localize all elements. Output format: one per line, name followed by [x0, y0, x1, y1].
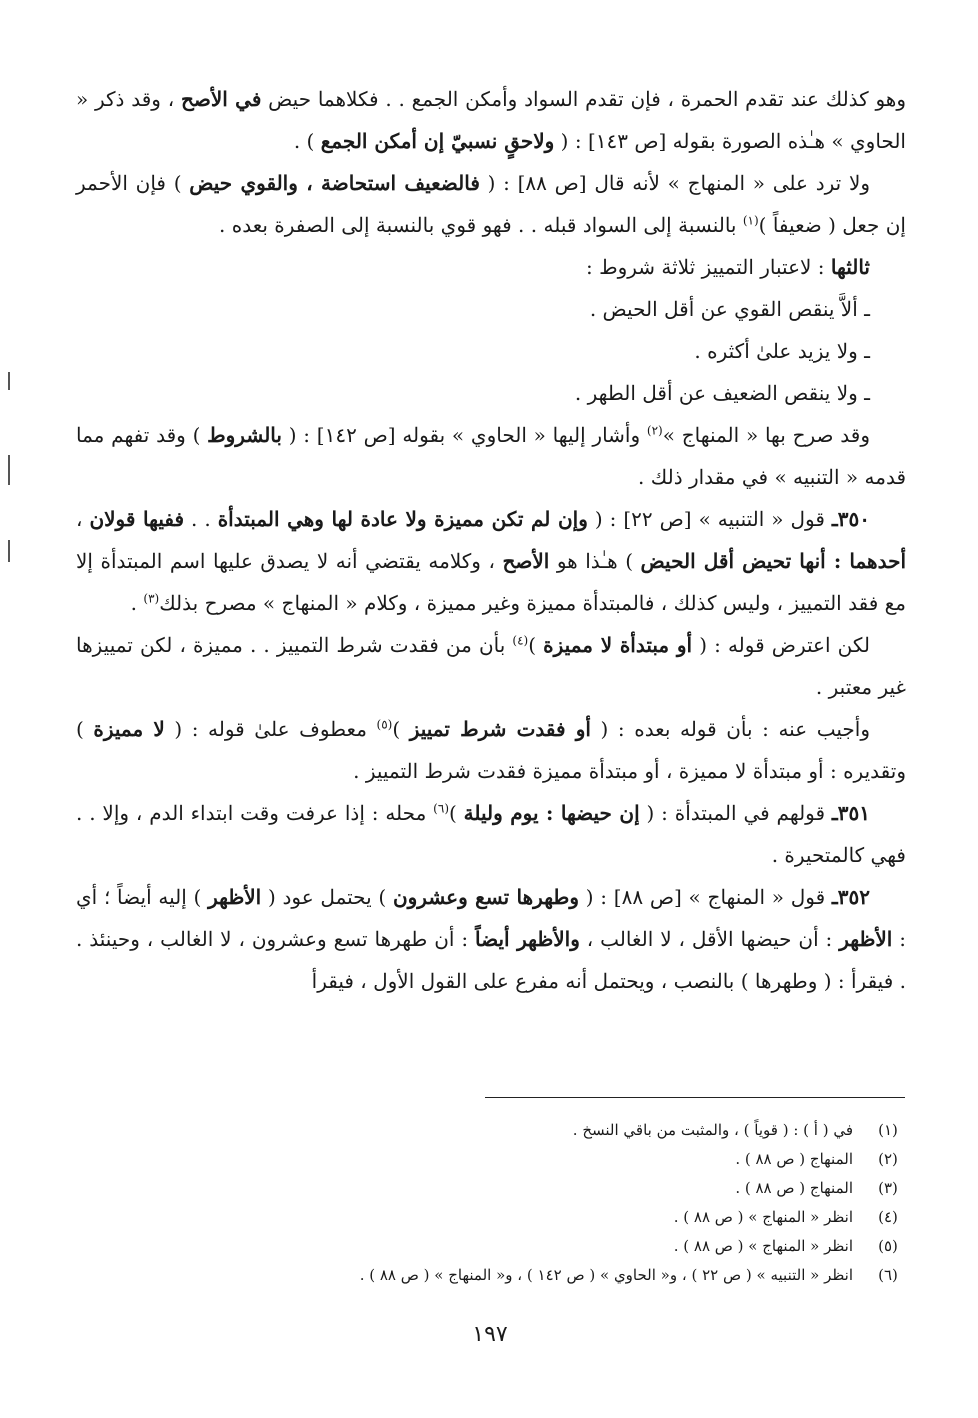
text: ) وقد تفهم مما قدمه « التنبيه » في مقدار ذلك .	[76, 423, 906, 489]
footnote	[300, 1232, 905, 1261]
conditions-list	[76, 288, 906, 414]
bold-text: إن حيضها : يوم وليلة	[463, 801, 640, 825]
footnote-ref: (٣)	[143, 591, 160, 606]
text: )	[449, 801, 464, 825]
text: وهو كذلك عند تقدم الحمرة ، فإن تقدم السواد وأمكن الجمع . . فكلاهما حيض	[261, 87, 906, 111]
text: بأن من فقدت شرط التمييز . . مميزة ، لكن تمييزها غير معتبر .	[76, 633, 906, 699]
text: وأشار إليها « الحاوي » بقوله [ص ١٤٢] : (	[281, 423, 647, 447]
text: ) يحتمل عود (	[261, 885, 393, 909]
paragraph-6	[76, 624, 906, 708]
bold-text: أو فقدت شرط تمييز	[409, 717, 591, 741]
bold-text: ولاحقٍ نسبيّ إن أمكن الجمع	[320, 129, 555, 153]
footnote-number: (١)	[878, 1121, 898, 1139]
bold-text: الأظهر	[208, 885, 262, 909]
page-body	[76, 78, 906, 1002]
footnote-ref: (٢)	[646, 423, 663, 438]
scan-margin-mark	[8, 372, 10, 390]
text: ) هـٰذا هو	[549, 549, 641, 573]
text: ،	[76, 507, 90, 531]
footnote-number: (٢)	[878, 1150, 898, 1168]
text: معطوف علىٰ قوله : (	[164, 717, 377, 741]
text: قول « التنبيه » [ص ٢٢] : (	[587, 507, 832, 531]
paragraph-7	[76, 708, 906, 792]
text: . .	[184, 507, 218, 531]
text: ) إليه أيضاً ؛ أي :	[76, 885, 906, 951]
footnote-ref: (٤)	[512, 633, 529, 648]
section-number: ٣٥١ـ	[831, 801, 871, 825]
footnote-ref: (٥)	[376, 717, 393, 732]
footnote	[300, 1174, 905, 1203]
section-number: ٣٥٠ـ	[831, 507, 870, 531]
text: : لاعتبار التمييز ثلاثة شروط :	[586, 255, 831, 279]
scan-margin-mark	[8, 540, 10, 562]
bold-text: وطهرها تسع وعشرون	[392, 885, 579, 909]
text: ولا ترد على « المنهاج » لأنه قال [ص ٨٨] : (	[479, 171, 871, 195]
paragraph-8	[76, 792, 906, 876]
text: وقد صرح بها « المنهاج »	[662, 423, 871, 447]
text: ، وكلامه يقتضي أنه لا يصدق عليها اسم المبتدأة إلا مع فقد التمييز ، وليس كذلك ، فالمبتدأة مميزة وغير مميزة ، وكلام « المنهاج » مصرح بذلك	[76, 549, 906, 615]
bold-text: وإن لم تكن مميزة ولا عادة لها وهي المبتدأة	[217, 507, 588, 531]
scan-margin-mark	[8, 455, 10, 485]
footnote-divider	[485, 1097, 905, 1098]
bold-text: فالضعيف استحاضة ، والقوي حيض	[189, 171, 480, 195]
bold-text: والأظهر أيضاً	[475, 927, 580, 951]
paragraph-3	[76, 246, 906, 288]
bold-text: بالشروط	[207, 423, 282, 447]
section-number: ٣٥٢ـ	[831, 885, 870, 909]
footnote-number: (٣)	[878, 1179, 898, 1197]
footnote	[300, 1145, 905, 1174]
paragraph-1	[76, 78, 906, 162]
footnote	[300, 1261, 905, 1290]
paragraph-2	[76, 162, 906, 246]
footnote-text: المنهاج ( ص ٨٨ ) .	[735, 1179, 853, 1197]
text: محله : إذا عرفت وقت ابتداء الدم ، وإلا . . فهي كالمتحيرة .	[76, 801, 906, 867]
footnote-text: في ( أ ) : ( قوياً ) ، والمثبت من باقي النسخ .	[572, 1121, 853, 1139]
text: قولهم في المبتدأة : (	[639, 801, 832, 825]
bold-text: ثالثها	[830, 255, 870, 279]
footnote-text: انظر « التنبيه » ( ص ٢٢ ) ، و« الحاوي » ( ص ١٤٢ ) ، و« المنهاج » ( ص ٨٨ ) .	[359, 1266, 853, 1284]
paragraph-5	[76, 498, 906, 624]
text: بالنسبة إلى السواد قبله . . فهو قوي بالنسبة إلى الصفرة بعده .	[219, 213, 743, 237]
footnote-text: انظر « المنهاج » ( ص ٨٨ ) .	[673, 1208, 853, 1226]
text: ) وتقديره : أو مبتدأة لا مميزة ، أو مبتدأة مميزة فقدت شرط التمييز .	[76, 717, 906, 783]
bold-text: لا مميزة	[93, 717, 165, 741]
bold-text: أحدهما : أنها تحيض أقل الحيض	[640, 549, 906, 573]
text: .	[130, 591, 144, 615]
footnote-number: (٦)	[878, 1266, 898, 1284]
list-item: ـ ألاَّ ينقص القوي عن أقل الحيض .	[589, 297, 870, 321]
footnote	[300, 1116, 905, 1145]
paragraph-9	[76, 876, 906, 1002]
text: ، وقد ذكر « الحاوي » هـٰذه الصورة بقوله [ص ١٤٣] : (	[76, 87, 906, 153]
text: : أن طهرها تسع وعشرون ، لا الغالب ، وحينئذ . . فيقرأ : ( وطهرها ) بالنصب ، ويحتمل أنه مفرع على القول الأول ، فيقرأ	[76, 927, 906, 993]
footnotes	[300, 1116, 905, 1290]
text: وأجيب عنه : بأن قوله بعده : (	[590, 717, 870, 741]
footnote-text: المنهاج ( ص ٨٨ ) .	[735, 1150, 853, 1168]
text: : أن حيضها الأقل ، لا الغالب ،	[579, 927, 840, 951]
bold-text: الأصح	[502, 549, 550, 573]
text: ) فإن الأحمر إن جعل ( ضعيفاً )	[76, 171, 906, 237]
footnote-ref: (١)	[742, 213, 759, 228]
footnote-ref: (٦)	[433, 801, 449, 816]
footnote	[300, 1203, 905, 1232]
list-item: ـ ولا ينقص الضعيف عن أقل الطهر .	[574, 381, 870, 405]
paragraph-4	[76, 414, 906, 498]
text: لكن اعترض قوله : (	[692, 633, 870, 657]
bold-text: أو مبتدأة لا مميزة	[543, 633, 693, 657]
footnote-text: انظر « المنهاج » ( ص ٨٨ ) .	[673, 1237, 853, 1255]
bold-text: الأظهر	[839, 927, 893, 951]
footnote-number: (٤)	[878, 1208, 898, 1226]
bold-text: في الأصح	[180, 87, 262, 111]
text: )	[528, 633, 544, 657]
text: ) .	[293, 129, 321, 153]
page-number: ١٩٧	[472, 1322, 508, 1347]
list-item: ـ ولا يزيد علىٰ أكثره .	[694, 339, 870, 363]
text: قول « المنهاج » [ص ٨٨] : (	[579, 885, 832, 909]
footnote-number: (٥)	[878, 1237, 898, 1255]
text: )	[392, 717, 410, 741]
bold-text: ففيها قولان	[89, 507, 185, 531]
